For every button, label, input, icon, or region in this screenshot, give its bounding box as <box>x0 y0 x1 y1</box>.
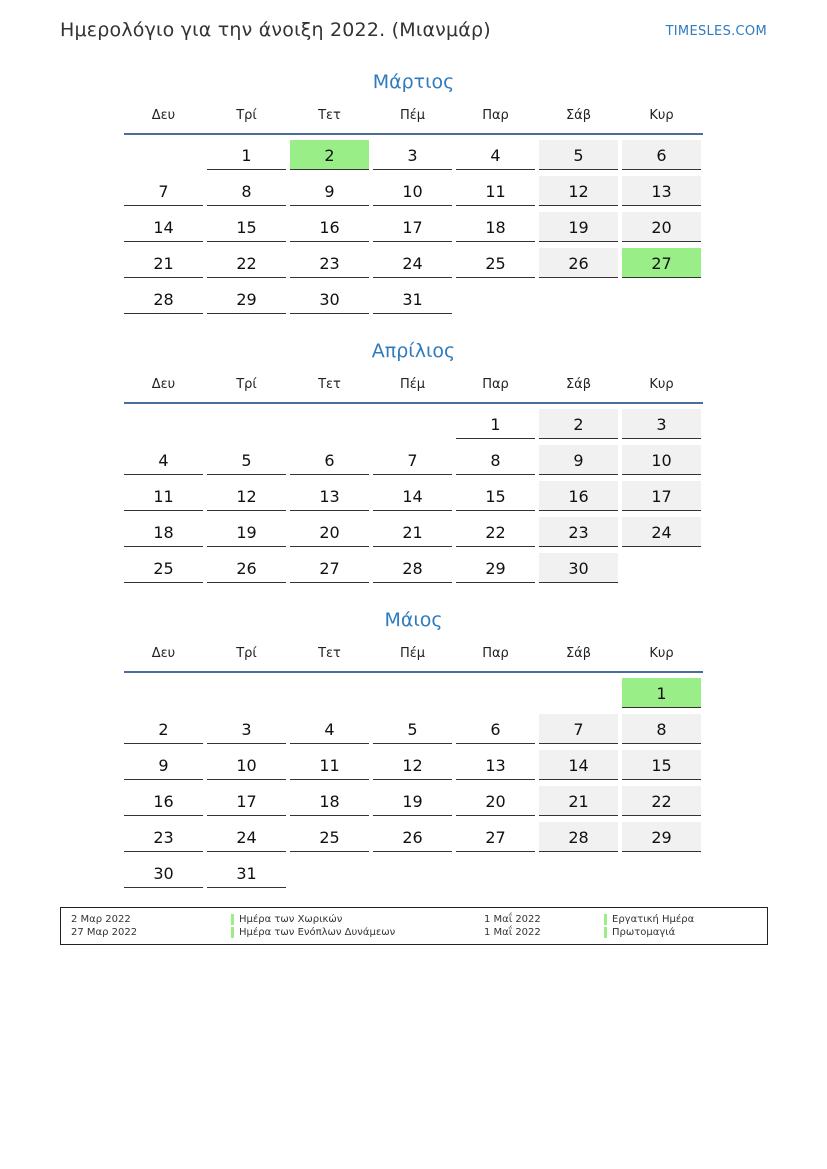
legend-holiday-name: Πρωτομαγιά <box>612 927 676 938</box>
day-cell: 21 <box>539 786 618 816</box>
weekday-label: Δευ <box>151 646 176 661</box>
brand-link[interactable]: TIMESLES.COM <box>665 24 767 39</box>
day-cell: 25 <box>456 248 535 278</box>
day-grid <box>124 678 703 888</box>
day-cell: 5 <box>539 140 618 170</box>
day-cell: 9 <box>124 750 203 780</box>
empty-cell <box>207 678 286 708</box>
day-cell: 8 <box>207 176 286 206</box>
empty-cell <box>456 678 535 708</box>
day-cell: 29 <box>207 284 286 314</box>
day-cell: 16 <box>290 212 369 242</box>
empty-cell <box>124 140 203 170</box>
weekday-header <box>124 374 703 396</box>
legend-holiday-name: Εργατική Ημέρα <box>612 914 695 925</box>
holiday-color-marker <box>231 927 234 938</box>
day-cell: 22 <box>207 248 286 278</box>
day-cell: 22 <box>622 786 701 816</box>
day-cell: 13 <box>290 481 369 511</box>
weekday-label: Κυρ <box>649 377 674 392</box>
weekday-label: Παρ <box>482 108 509 123</box>
day-cell: 18 <box>290 786 369 816</box>
header-divider <box>124 402 703 404</box>
day-cell: 30 <box>290 284 369 314</box>
day-cell: 20 <box>290 517 369 547</box>
day-cell: 25 <box>124 553 203 583</box>
legend-date: 1 Μαΐ 2022 <box>484 914 541 925</box>
empty-cell <box>539 678 618 708</box>
holiday-day-cell: 27 <box>622 248 701 278</box>
day-cell: 28 <box>539 822 618 852</box>
day-cell: 6 <box>622 140 701 170</box>
weekday-label: Τετ <box>318 646 341 661</box>
day-cell: 7 <box>539 714 618 744</box>
day-grid <box>124 409 703 583</box>
holiday-legend <box>60 907 768 945</box>
day-cell: 16 <box>539 481 618 511</box>
day-cell: 23 <box>124 822 203 852</box>
day-cell: 11 <box>456 176 535 206</box>
weekday-label: Δευ <box>151 108 176 123</box>
empty-cell <box>124 409 203 439</box>
holiday-day-cell: 2 <box>290 140 369 170</box>
header-divider <box>124 671 703 673</box>
weekday-label: Πέμ <box>399 108 426 123</box>
day-cell: 21 <box>373 517 452 547</box>
day-cell: 7 <box>373 445 452 475</box>
page-title: Ημερολόγιο για την άνοιξη 2022. (Μιανμάρ) <box>60 19 491 41</box>
day-cell: 19 <box>373 786 452 816</box>
weekday-label: Σάβ <box>565 377 592 392</box>
weekday-label: Τρί <box>236 377 257 392</box>
day-cell: 5 <box>373 714 452 744</box>
day-cell: 12 <box>539 176 618 206</box>
day-cell: 14 <box>373 481 452 511</box>
day-cell: 27 <box>456 822 535 852</box>
day-cell: 17 <box>373 212 452 242</box>
day-cell: 7 <box>124 176 203 206</box>
day-cell: 8 <box>456 445 535 475</box>
weekday-label: Τρί <box>236 108 257 123</box>
day-grid <box>124 140 703 314</box>
weekday-label: Κυρ <box>649 646 674 661</box>
weekday-label: Τετ <box>318 108 341 123</box>
day-cell: 30 <box>539 553 618 583</box>
weekday-label: Δευ <box>151 377 176 392</box>
day-cell: 12 <box>373 750 452 780</box>
day-cell: 23 <box>539 517 618 547</box>
header-divider <box>124 133 703 135</box>
day-cell: 3 <box>622 409 701 439</box>
day-cell: 16 <box>124 786 203 816</box>
day-cell: 4 <box>290 714 369 744</box>
day-cell: 15 <box>622 750 701 780</box>
weekday-label: Πέμ <box>399 646 426 661</box>
day-cell: 20 <box>456 786 535 816</box>
day-cell: 14 <box>124 212 203 242</box>
month-title: Μάρτιος <box>372 71 455 93</box>
day-cell: 28 <box>373 553 452 583</box>
empty-cell <box>290 409 369 439</box>
day-cell: 6 <box>456 714 535 744</box>
day-cell: 24 <box>622 517 701 547</box>
weekday-label: Παρ <box>482 646 509 661</box>
day-cell: 15 <box>207 212 286 242</box>
weekday-label: Σάβ <box>565 108 592 123</box>
day-cell: 13 <box>622 176 701 206</box>
weekday-label: Σάβ <box>565 646 592 661</box>
day-cell: 11 <box>124 481 203 511</box>
day-cell: 19 <box>207 517 286 547</box>
day-cell: 17 <box>622 481 701 511</box>
weekday-header <box>124 643 703 665</box>
month-march <box>124 69 703 314</box>
holiday-day-cell: 1 <box>622 678 701 708</box>
day-cell: 3 <box>373 140 452 170</box>
weekday-label: Τρί <box>236 646 257 661</box>
day-cell: 30 <box>124 858 203 888</box>
day-cell: 31 <box>373 284 452 314</box>
day-cell: 26 <box>373 822 452 852</box>
legend-date: 2 Μαρ 2022 <box>71 914 131 925</box>
weekday-label: Πέμ <box>399 377 426 392</box>
weekday-label: Τετ <box>318 377 341 392</box>
day-cell: 18 <box>456 212 535 242</box>
day-cell: 24 <box>207 822 286 852</box>
legend-holiday-name: Ημέρα των Χωρικών <box>239 914 343 925</box>
day-cell: 25 <box>290 822 369 852</box>
day-cell: 26 <box>539 248 618 278</box>
month-april <box>124 338 703 583</box>
day-cell: 23 <box>290 248 369 278</box>
legend-date: 1 Μαΐ 2022 <box>484 927 541 938</box>
day-cell: 8 <box>622 714 701 744</box>
day-cell: 12 <box>207 481 286 511</box>
month-title: Απρίλιος <box>371 340 456 362</box>
day-cell: 22 <box>456 517 535 547</box>
day-cell: 3 <box>207 714 286 744</box>
empty-cell <box>290 678 369 708</box>
month-may <box>124 607 703 888</box>
day-cell: 13 <box>456 750 535 780</box>
day-cell: 5 <box>207 445 286 475</box>
day-cell: 21 <box>124 248 203 278</box>
day-cell: 27 <box>290 553 369 583</box>
holiday-color-marker <box>604 927 607 938</box>
legend-holiday-name: Ημέρα των Ενόπλων Δυνάμεων <box>239 927 396 938</box>
weekday-label: Κυρ <box>649 108 674 123</box>
day-cell: 24 <box>373 248 452 278</box>
day-cell: 26 <box>207 553 286 583</box>
day-cell: 29 <box>456 553 535 583</box>
day-cell: 15 <box>456 481 535 511</box>
weekday-label: Παρ <box>482 377 509 392</box>
day-cell: 14 <box>539 750 618 780</box>
day-cell: 2 <box>539 409 618 439</box>
holiday-color-marker <box>604 914 607 925</box>
day-cell: 6 <box>290 445 369 475</box>
day-cell: 1 <box>207 140 286 170</box>
empty-cell <box>207 409 286 439</box>
day-cell: 10 <box>622 445 701 475</box>
legend-date: 27 Μαρ 2022 <box>71 927 138 938</box>
day-cell: 9 <box>539 445 618 475</box>
day-cell: 18 <box>124 517 203 547</box>
holiday-color-marker <box>231 914 234 925</box>
day-cell: 2 <box>124 714 203 744</box>
day-cell: 20 <box>622 212 701 242</box>
empty-cell <box>373 409 452 439</box>
day-cell: 4 <box>124 445 203 475</box>
day-cell: 19 <box>539 212 618 242</box>
day-cell: 28 <box>124 284 203 314</box>
day-cell: 17 <box>207 786 286 816</box>
day-cell: 31 <box>207 858 286 888</box>
empty-cell <box>124 678 203 708</box>
day-cell: 10 <box>207 750 286 780</box>
day-cell: 1 <box>456 409 535 439</box>
day-cell: 4 <box>456 140 535 170</box>
day-cell: 10 <box>373 176 452 206</box>
weekday-header <box>124 105 703 127</box>
day-cell: 29 <box>622 822 701 852</box>
day-cell: 11 <box>290 750 369 780</box>
day-cell: 9 <box>290 176 369 206</box>
month-title: Μάιος <box>384 609 443 631</box>
empty-cell <box>373 678 452 708</box>
